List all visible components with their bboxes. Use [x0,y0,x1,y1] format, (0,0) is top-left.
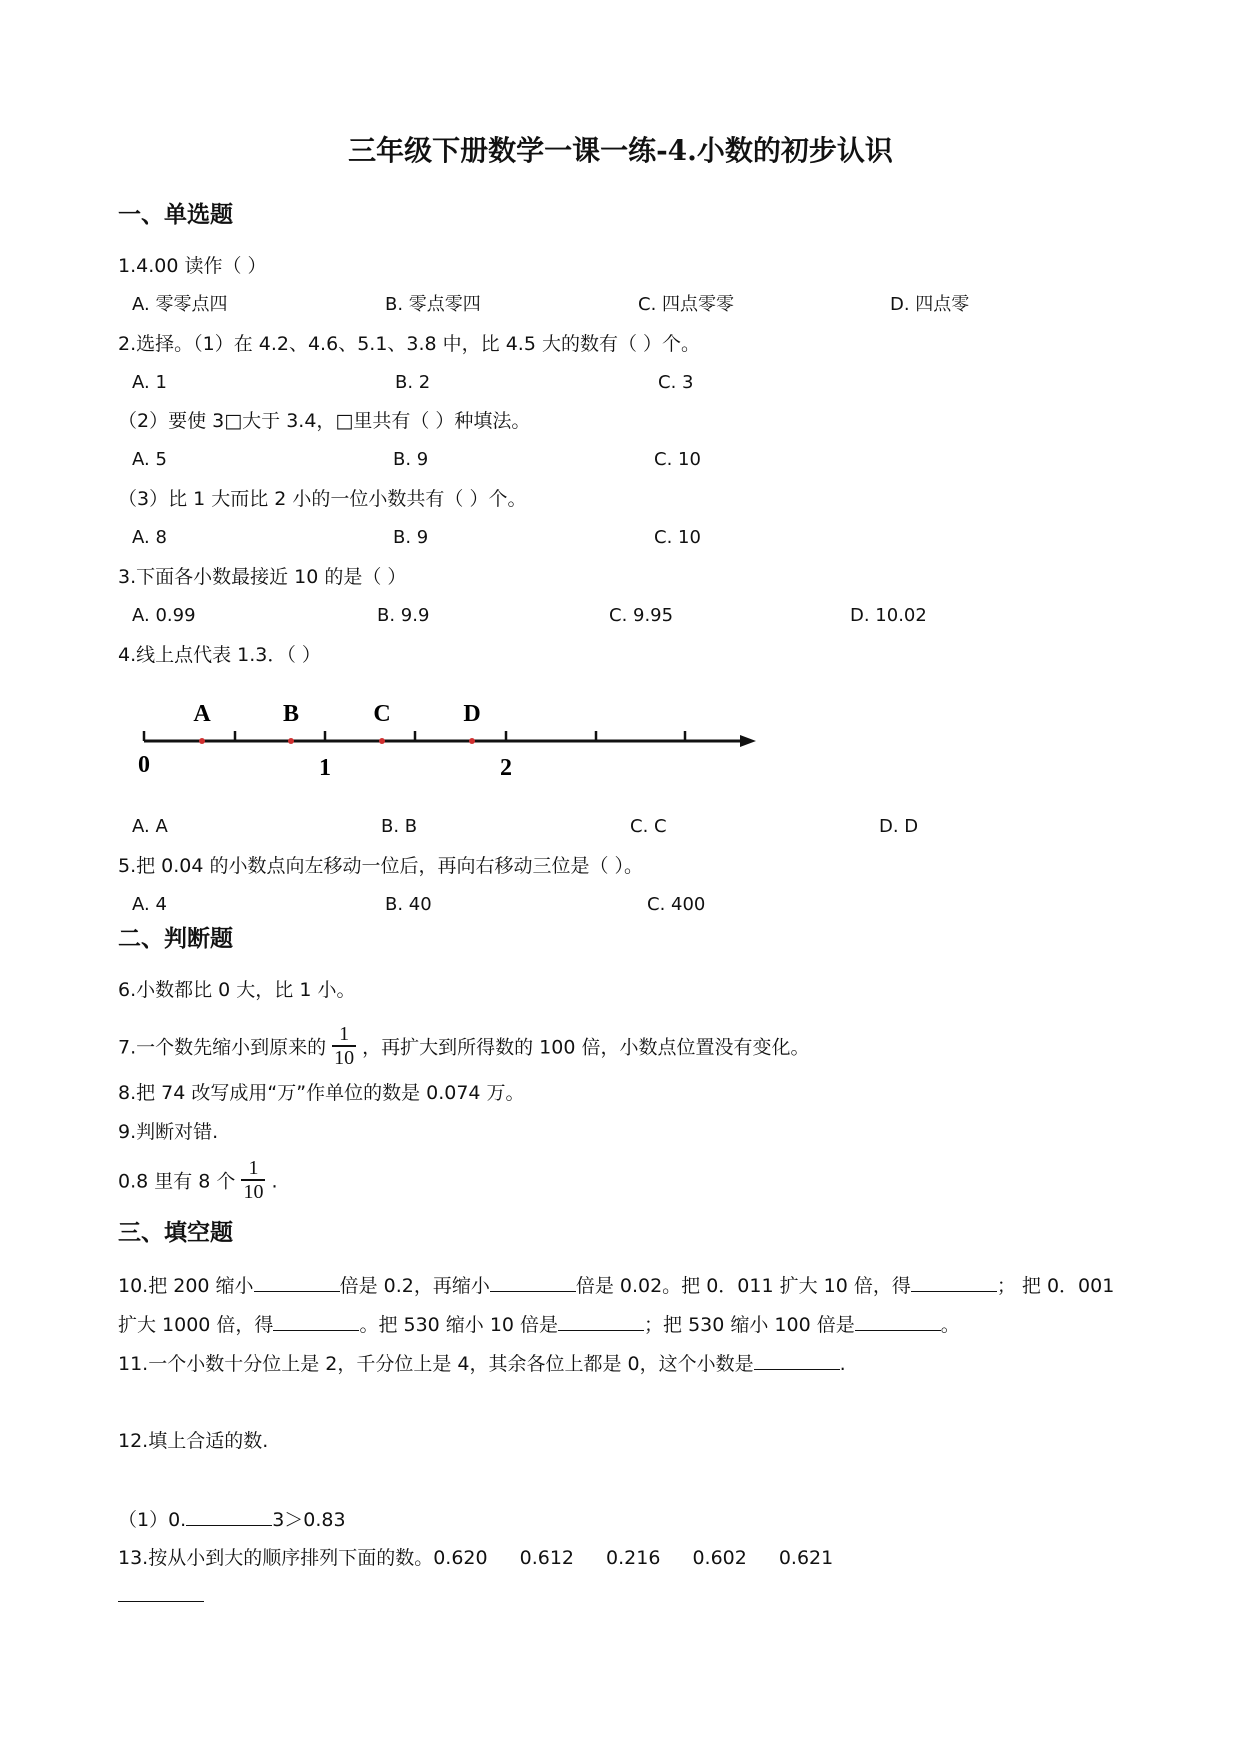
fraction-one-tenth [332,1024,356,1068]
q12-text: （1）0. [118,1509,187,1531]
q10-text: 倍是 0.02。把 0．011 扩大 10 倍，得 [575,1275,911,1297]
q13-number: 0.620 [433,1547,488,1569]
question-2-2-option-c: C. 10 [654,449,701,470]
question-1-option-b: B. 零点零四 [385,294,481,315]
q13-number: 0.621 [778,1547,834,1569]
question-10-line-1 [118,1273,1114,1298]
question-2-sub-3: （3）比 1 大而比 2 小的一位小数共有（ ）个。 [118,488,527,510]
fraction-denominator: 10 [334,1046,355,1069]
answer-blank[interactable] [186,1507,272,1526]
question-7-text-after: ，再扩大到所得数的 100 倍，小数点位置没有变化。 [362,1036,810,1059]
question-2-sub-2: （2）要使 3□大于 3.4，□里共有（ ）种填法。 [118,410,531,432]
q13-number: 0.602 [692,1547,747,1569]
point-label-b: B [282,701,300,727]
fraction-numerator: 1 [248,1157,259,1179]
question-9-text-before: 0.8 里有 8 个 [118,1170,236,1193]
question-4-option-b: B. B [381,816,418,837]
number-line-arrow-icon [740,735,756,747]
question-2-2-option-b: B. 9 [393,449,429,470]
answer-blank[interactable] [273,1312,359,1331]
q13-number: 0.216 [606,1547,661,1569]
question-3-option-b: B. 9.9 [377,605,430,626]
question-1-option-d: D. 四点零 [890,294,970,315]
question-5-option-c: C. 400 [647,894,706,915]
section-heading-true-false: 二、判断题 [118,925,233,952]
q10-text: 扩大 1000 倍，得 [118,1314,274,1336]
q13-text: 13.按从小到大的顺序排列下面的数。 [118,1547,434,1569]
point-label-c: C [373,701,391,727]
question-1-option-c: C. 四点零零 [638,294,735,315]
q10-text: 。把 530 缩小 10 倍是 [359,1314,559,1336]
question-3-stem: 3.下面各小数最接近 10 的是（ ） [118,566,407,588]
q11-text: . [839,1353,846,1375]
axis-label-2: 2 [500,755,512,781]
answer-blank[interactable] [558,1312,644,1331]
fraction-denominator: 10 [243,1180,264,1203]
question-12-item-1 [118,1507,346,1532]
question-4-option-c: C. C [630,816,667,837]
question-5-stem: 5.把 0.04 的小数点向左移动一位后，再向右移动三位是（ ）。 [118,855,644,877]
answer-blank[interactable] [490,1273,576,1292]
question-9-text-after: . [271,1170,278,1193]
point-d [469,738,475,744]
question-11-stem [118,1351,846,1376]
section-heading-fill-blank: 三、填空题 [118,1219,233,1246]
question-4-stem: 4.线上点代表 1.3．（ ） [118,644,321,666]
q10-text: 。 [940,1314,960,1336]
question-2-3-option-b: B. 9 [393,527,429,548]
section-heading-single-choice: 一、单选题 [118,201,233,228]
point-b [288,738,294,744]
q12-text: 3＞0.83 [272,1509,346,1531]
question-13-stem [118,1546,833,1570]
page-title: 三年级下册数学一课一练-4.小数的初步认识 [348,134,893,167]
axis-label-0: 0 [138,752,150,778]
question-10-line-2 [118,1312,960,1337]
q10-text: 10.把 200 缩小 [118,1275,254,1297]
answer-blank[interactable] [911,1273,997,1292]
question-9-statement [118,1157,278,1204]
answer-blank[interactable] [254,1273,340,1292]
question-5-option-b: B. 40 [385,894,432,915]
question-1-option-a: A. 零零点四 [132,294,228,315]
number-line-figure [128,695,778,790]
q13-number: 0.612 [519,1547,575,1569]
answer-blank[interactable] [754,1351,840,1370]
question-2-1-option-a: A. 1 [132,372,167,393]
question-3-option-d: D. 10.02 [850,605,927,626]
answer-blank[interactable] [855,1312,941,1331]
q10-text: ； 把 0．001 [996,1275,1115,1297]
question-3-option-a: A. 0.99 [132,605,196,626]
question-2-2-option-a: A. 5 [132,449,167,470]
point-c [379,738,385,744]
point-label-d: D [463,701,481,727]
point-label-a: A [193,701,211,727]
question-5-option-a: A. 4 [132,894,167,915]
q11-text: 11.一个小数十分位上是 2，千分位上是 4，其余各位上都是 0，这个小数是 [118,1353,754,1375]
fraction-one-tenth-q9 [241,1158,265,1202]
fraction-numerator: 1 [339,1023,350,1045]
question-8-stem: 8.把 74 改写成用“万”作单位的数是 0.074 万。 [118,1082,525,1104]
question-7-stem [118,1023,810,1070]
question-4-option-a: A. A [132,816,168,837]
question-2-stem: 2.选择。（1）在 4.2、4.6、5.1、3.8 中，比 4.5 大的数有（ ）个。 [118,333,700,355]
question-4-option-d: D. D [879,816,919,837]
q10-text: ；把 530 缩小 100 倍是 [644,1314,855,1336]
question-9-stem: 9.判断对错. [118,1121,219,1143]
point-a [199,738,205,744]
question-3-option-c: C. 9.95 [609,605,674,626]
answer-blank-q13[interactable] [118,1601,204,1602]
question-1-stem: 1.4.00 读作（ ） [118,255,267,277]
question-2-3-option-c: C. 10 [654,527,701,548]
question-2-1-option-c: C. 3 [658,372,694,393]
question-2-1-option-b: B. 2 [395,372,431,393]
question-2-3-option-a: A. 8 [132,527,167,548]
question-12-stem: 12.填上合适的数. [118,1430,269,1452]
question-6-stem: 6.小数都比 0 大，比 1 小。 [118,979,356,1001]
question-7-text-before: 7.一个数先缩小到原来的 [118,1036,327,1059]
axis-label-1: 1 [319,755,331,781]
q10-text: 倍是 0.2，再缩小 [339,1275,490,1297]
